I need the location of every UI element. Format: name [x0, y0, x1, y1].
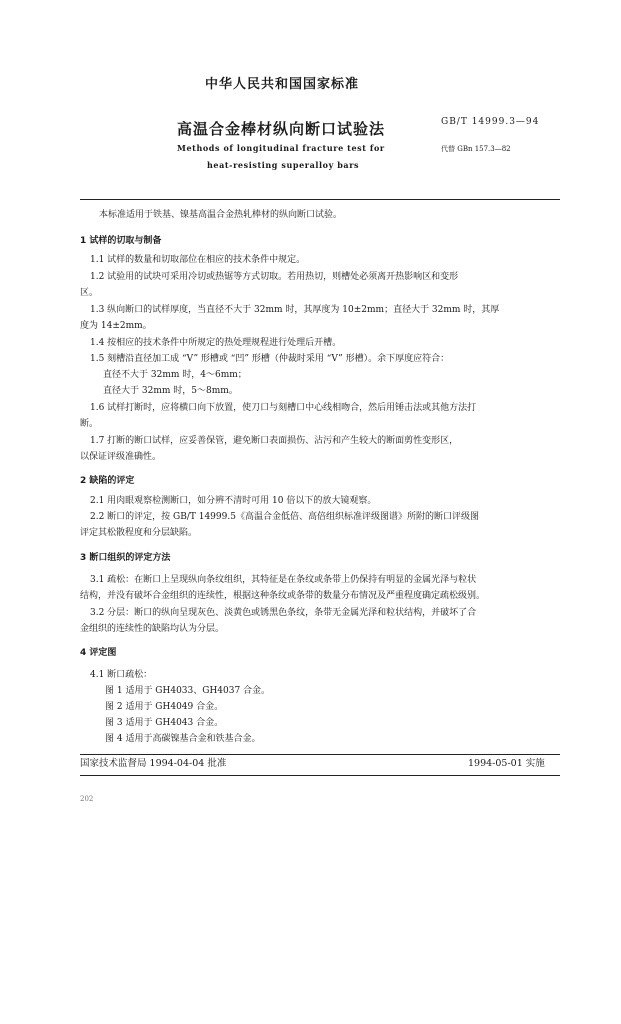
figure-item-3: 图 3 适用于 GH4043 合金。 — [105, 718, 224, 728]
clause-1-3: 1.3 纵向断口的试样厚度，当直径不大于 32mm 时，其厚度为 10±2mm；直径大于 32mm 时，其厚 — [90, 305, 500, 315]
clause-1-7: 1.7 打断的断口试样，应妥善保管，避免断口表面损伤、沾污和产生较大的断面剪性变形区， — [90, 436, 459, 446]
clause-3-1-cont: 结构，并没有破坏合金组织的连续性，根据这种条纹或条带的数量分布情况及严重程度确定疏松级别。 — [80, 591, 486, 601]
figure-item-1: 图 1 适用于 GH4033、GH4037 合金。 — [105, 686, 271, 696]
footer-rule-top — [80, 754, 560, 755]
national-standard-label: 中华人民共和国国家标准 — [205, 77, 360, 92]
clause-4-1: 4.1 断口疏松： — [90, 670, 153, 680]
section-2-heading: 2 缺陷的评定 — [80, 476, 135, 486]
clause-1-6: 1.6 试样打断时，应将横口向下放置，使刀口与刻槽口中心线相吻合，然后用锤击法或其他方法打 — [90, 403, 477, 413]
section-1-heading: 1 试样的切取与制备 — [80, 236, 162, 246]
clause-2-1: 2.1 用肉眼观察检测断口，如分辨不清时可用 10 倍以下的放大镜观察。 — [90, 496, 377, 506]
standard-code: GB/T 14999.3—94 — [441, 117, 540, 127]
page-number: 202 — [80, 795, 94, 803]
clause-3-2-cont: 金组织的连续性的缺陷均认为分层。 — [80, 624, 225, 634]
section-4-heading: 4 评定图 — [80, 648, 117, 658]
implementation-date: 1994-05-01 实施 — [468, 758, 545, 769]
clause-1-2: 1.2 试验用的试块可采用冷切或热锯等方式切取。若用热切，则槽处必须离开热影响区和变形 — [90, 272, 459, 282]
footer-rule-bottom — [80, 775, 560, 776]
clause-1-5-item-1: 直径不大于 32mm 时，4～6mm； — [103, 370, 247, 380]
clause-1-2-cont: 区。 — [80, 288, 99, 298]
clause-1-4: 1.4 按相应的技术条件中所规定的热处理规程进行处理后开槽。 — [90, 338, 342, 348]
clause-2-2: 2.2 断口的评定，按 GB/T 14999.5《高温合金低倍、高倍组织标准评级图谱》所附的断口评级图 — [90, 512, 479, 522]
clause-3-1: 3.1 疏松：在断口上呈现纵向条纹组织，其特征是在条纹或条带上仍保持有明显的金属光泽与粒状 — [90, 575, 477, 585]
clause-1-5: 1.5 刻槽沿直径加工成 “V” 形槽或 “凹” 形槽（仲裁时采用 “V” 形槽）。余下厚度应符合： — [90, 354, 450, 364]
clause-1-1: 1.1 试样的数量和切取部位在相应的技术条件中规定。 — [90, 255, 306, 265]
section-3-heading: 3 断口组织的评定方法 — [80, 553, 171, 563]
clause-1-3-cont: 度为 14±2mm。 — [80, 321, 152, 331]
clause-1-5-item-2: 直径大于 32mm 时，5～8mm。 — [103, 386, 238, 396]
clause-1-6-cont: 断。 — [80, 419, 99, 429]
scope-paragraph: 本标准适用于铁基、镍基高温合金热轧棒材的纵向断口试验。 — [99, 210, 343, 220]
figure-item-2: 图 2 适用于 GH4049 合金。 — [105, 702, 224, 712]
header-rule — [80, 199, 560, 200]
replaces-note: 代替 GBn 157.3—82 — [441, 145, 511, 153]
clause-1-7-cont: 以保证评级准确性。 — [80, 452, 162, 462]
clause-2-2-cont: 评定其松散程度和分层缺陷。 — [80, 528, 198, 538]
english-title-line1: Methods of longitudinal fracture test for — [177, 143, 385, 153]
document-title: 高温合金棒材纵向断口试验法 — [177, 120, 386, 138]
clause-3-2: 3.2 分层：断口的纵向呈现灰色、淡黄色或锈黑色条纹，条带无金属光泽和粒状结构，并破坏了合 — [90, 608, 477, 618]
approval-date: 国家技术监督局 1994-04-04 批准 — [80, 758, 227, 769]
english-title-line2: heat-resisting superalloy bars — [207, 160, 360, 170]
figure-item-4: 图 4 适用于高碳镍基合金和铁基合金。 — [105, 734, 261, 744]
